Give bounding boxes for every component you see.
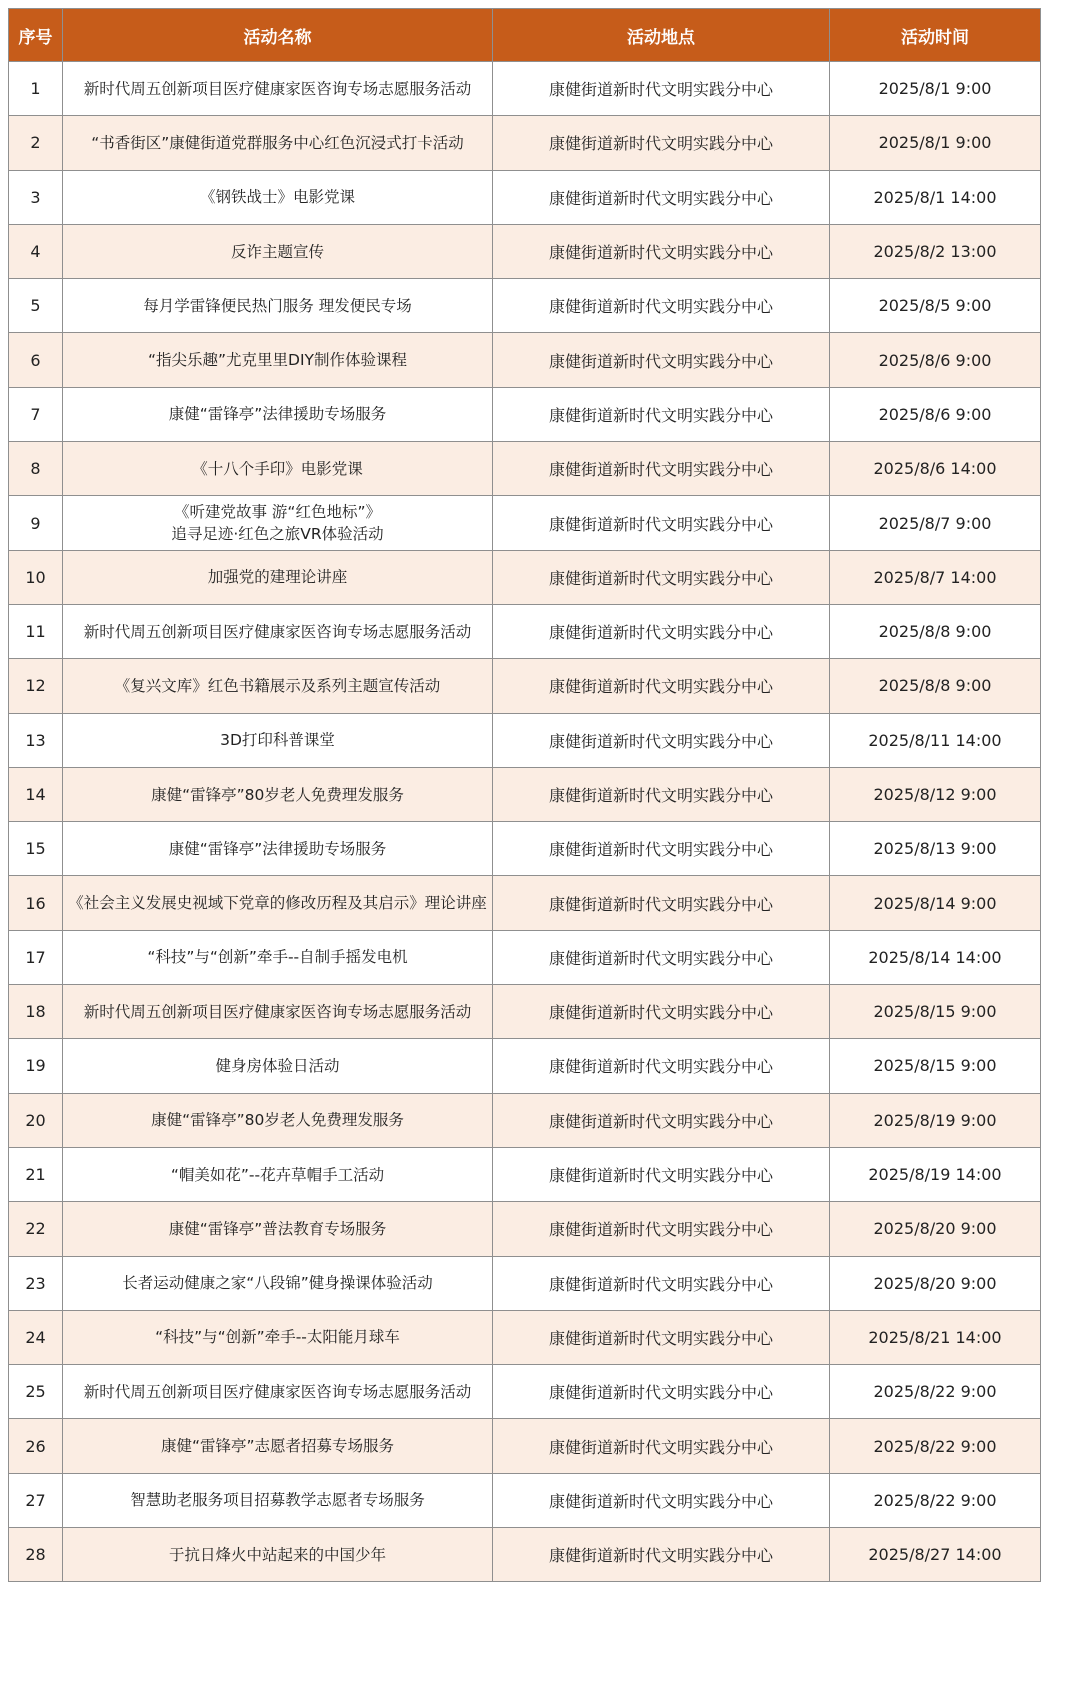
cell-time: 2025/8/22 9:00 [830, 1473, 1041, 1527]
cell-time: 2025/8/8 9:00 [830, 604, 1041, 658]
cell-location: 康健街道新时代文明实践分中心 [493, 659, 830, 713]
table-row [9, 1365, 1041, 1419]
cell-no: 10 [9, 550, 63, 604]
table-row [9, 930, 1041, 984]
cell-location: 康健街道新时代文明实践分中心 [493, 1256, 830, 1310]
cell-no: 23 [9, 1256, 63, 1310]
cell-no: 25 [9, 1365, 63, 1419]
cell-time: 2025/8/7 9:00 [830, 496, 1041, 550]
cell-name: 《复兴文库》红色书籍展示及系列主题宣传活动 [63, 659, 493, 713]
cell-location: 康健街道新时代文明实践分中心 [493, 1419, 830, 1473]
cell-location: 康健街道新时代文明实践分中心 [493, 1310, 830, 1364]
table-row [9, 550, 1041, 604]
cell-no: 5 [9, 279, 63, 333]
cell-name: 《社会主义发展史视域下党章的修改历程及其启示》理论讲座 [63, 876, 493, 930]
cell-time: 2025/8/6 9:00 [830, 387, 1041, 441]
cell-location: 康健街道新时代文明实践分中心 [493, 442, 830, 496]
table-row [9, 496, 1041, 550]
cell-location: 康健街道新时代文明实践分中心 [493, 604, 830, 658]
cell-time: 2025/8/20 9:00 [830, 1202, 1041, 1256]
table-row [9, 659, 1041, 713]
table-row [9, 279, 1041, 333]
cell-no: 26 [9, 1419, 63, 1473]
table-row [9, 1147, 1041, 1201]
table-row [9, 604, 1041, 658]
cell-no: 22 [9, 1202, 63, 1256]
header-location: 活动地点 [493, 9, 830, 62]
cell-name: 于抗日烽火中站起来的中国少年 [63, 1528, 493, 1582]
table-row [9, 876, 1041, 930]
activity-table [8, 8, 1041, 1582]
table-row [9, 985, 1041, 1039]
cell-time: 2025/8/27 14:00 [830, 1528, 1041, 1582]
cell-location: 康健街道新时代文明实践分中心 [493, 1202, 830, 1256]
cell-name: “帽美如花”--花卉草帽手工活动 [63, 1147, 493, 1201]
cell-location: 康健街道新时代文明实践分中心 [493, 876, 830, 930]
cell-time: 2025/8/15 9:00 [830, 985, 1041, 1039]
cell-time: 2025/8/6 9:00 [830, 333, 1041, 387]
cell-time: 2025/8/12 9:00 [830, 767, 1041, 821]
cell-time: 2025/8/14 14:00 [830, 930, 1041, 984]
cell-name: 康健“雷锋亭”80岁老人免费理发服务 [63, 767, 493, 821]
cell-time: 2025/8/22 9:00 [830, 1365, 1041, 1419]
cell-time: 2025/8/21 14:00 [830, 1310, 1041, 1364]
table-row [9, 387, 1041, 441]
cell-time: 2025/8/8 9:00 [830, 659, 1041, 713]
table-row [9, 1039, 1041, 1093]
cell-name: 新时代周五创新项目医疗健康家医咨询专场志愿服务活动 [63, 985, 493, 1039]
table-row [9, 1202, 1041, 1256]
cell-location: 康健街道新时代文明实践分中心 [493, 170, 830, 224]
cell-time: 2025/8/14 9:00 [830, 876, 1041, 930]
cell-time: 2025/8/2 13:00 [830, 224, 1041, 278]
cell-no: 17 [9, 930, 63, 984]
cell-name: “科技”与“创新”牵手--自制手摇发电机 [63, 930, 493, 984]
cell-no: 13 [9, 713, 63, 767]
cell-time: 2025/8/20 9:00 [830, 1256, 1041, 1310]
cell-time: 2025/8/19 9:00 [830, 1093, 1041, 1147]
cell-name: 《听建党故事 游“红色地标”》 追寻足迹·红色之旅VR体验活动 [63, 496, 493, 550]
cell-name: 《十八个手印》电影党课 [63, 442, 493, 496]
cell-name: “科技”与“创新”牵手--太阳能月球车 [63, 1310, 493, 1364]
cell-name: 加强党的建理论讲座 [63, 550, 493, 604]
cell-no: 12 [9, 659, 63, 713]
cell-location: 康健街道新时代文明实践分中心 [493, 1147, 830, 1201]
cell-time: 2025/8/22 9:00 [830, 1419, 1041, 1473]
table-header [9, 9, 1041, 62]
cell-name: 新时代周五创新项目医疗健康家医咨询专场志愿服务活动 [63, 1365, 493, 1419]
cell-no: 2 [9, 116, 63, 170]
cell-time: 2025/8/1 9:00 [830, 116, 1041, 170]
cell-no: 4 [9, 224, 63, 278]
cell-name: 3D打印科普课堂 [63, 713, 493, 767]
activity-schedule [8, 8, 1040, 1582]
header-row [9, 9, 1041, 62]
header-no: 序号 [9, 9, 63, 62]
cell-location: 康健街道新时代文明实践分中心 [493, 930, 830, 984]
table-row [9, 224, 1041, 278]
cell-time: 2025/8/1 14:00 [830, 170, 1041, 224]
cell-time: 2025/8/19 14:00 [830, 1147, 1041, 1201]
cell-name: “书香街区”康健街道党群服务中心红色沉浸式打卡活动 [63, 116, 493, 170]
table-row [9, 1256, 1041, 1310]
cell-time: 2025/8/13 9:00 [830, 822, 1041, 876]
header-name: 活动名称 [63, 9, 493, 62]
cell-no: 8 [9, 442, 63, 496]
table-row [9, 713, 1041, 767]
table-row [9, 116, 1041, 170]
cell-name: 反诈主题宣传 [63, 224, 493, 278]
table-row [9, 1528, 1041, 1582]
cell-location: 康健街道新时代文明实践分中心 [493, 496, 830, 550]
cell-no: 7 [9, 387, 63, 441]
cell-location: 康健街道新时代文明实践分中心 [493, 1528, 830, 1582]
cell-no: 6 [9, 333, 63, 387]
cell-no: 1 [9, 62, 63, 116]
cell-time: 2025/8/1 9:00 [830, 62, 1041, 116]
cell-location: 康健街道新时代文明实践分中心 [493, 767, 830, 821]
cell-no: 24 [9, 1310, 63, 1364]
cell-no: 27 [9, 1473, 63, 1527]
cell-name: 智慧助老服务项目招募教学志愿者专场服务 [63, 1473, 493, 1527]
cell-name: 康健“雷锋亭”志愿者招募专场服务 [63, 1419, 493, 1473]
cell-location: 康健街道新时代文明实践分中心 [493, 1093, 830, 1147]
cell-location: 康健街道新时代文明实践分中心 [493, 1365, 830, 1419]
cell-no: 21 [9, 1147, 63, 1201]
table-row [9, 1093, 1041, 1147]
header-time: 活动时间 [830, 9, 1041, 62]
cell-name: 《钢铁战士》电影党课 [63, 170, 493, 224]
cell-name: 康健“雷锋亭”普法教育专场服务 [63, 1202, 493, 1256]
cell-no: 19 [9, 1039, 63, 1093]
cell-no: 28 [9, 1528, 63, 1582]
table-row [9, 62, 1041, 116]
cell-name: 长者运动健康之家“八段锦”健身操课体验活动 [63, 1256, 493, 1310]
cell-name: 新时代周五创新项目医疗健康家医咨询专场志愿服务活动 [63, 604, 493, 658]
cell-no: 11 [9, 604, 63, 658]
table-row [9, 333, 1041, 387]
cell-name: “指尖乐趣”尤克里里DIY制作体验课程 [63, 333, 493, 387]
cell-location: 康健街道新时代文明实践分中心 [493, 279, 830, 333]
table-body [9, 62, 1041, 1582]
table-row [9, 170, 1041, 224]
cell-location: 康健街道新时代文明实践分中心 [493, 333, 830, 387]
cell-location: 康健街道新时代文明实践分中心 [493, 1473, 830, 1527]
table-row [9, 767, 1041, 821]
table-row [9, 1419, 1041, 1473]
cell-location: 康健街道新时代文明实践分中心 [493, 1039, 830, 1093]
cell-location: 康健街道新时代文明实践分中心 [493, 713, 830, 767]
cell-no: 16 [9, 876, 63, 930]
cell-no: 3 [9, 170, 63, 224]
table-row [9, 442, 1041, 496]
cell-no: 20 [9, 1093, 63, 1147]
cell-location: 康健街道新时代文明实践分中心 [493, 985, 830, 1039]
cell-location: 康健街道新时代文明实践分中心 [493, 387, 830, 441]
cell-name: 康健“雷锋亭”80岁老人免费理发服务 [63, 1093, 493, 1147]
table-row [9, 822, 1041, 876]
table-row [9, 1310, 1041, 1364]
cell-no: 14 [9, 767, 63, 821]
cell-time: 2025/8/5 9:00 [830, 279, 1041, 333]
cell-no: 15 [9, 822, 63, 876]
table-row [9, 1473, 1041, 1527]
cell-name: 健身房体验日活动 [63, 1039, 493, 1093]
cell-location: 康健街道新时代文明实践分中心 [493, 224, 830, 278]
cell-no: 9 [9, 496, 63, 550]
cell-location: 康健街道新时代文明实践分中心 [493, 550, 830, 604]
cell-no: 18 [9, 985, 63, 1039]
cell-time: 2025/8/6 14:00 [830, 442, 1041, 496]
cell-time: 2025/8/11 14:00 [830, 713, 1041, 767]
cell-name: 新时代周五创新项目医疗健康家医咨询专场志愿服务活动 [63, 62, 493, 116]
cell-location: 康健街道新时代文明实践分中心 [493, 62, 830, 116]
cell-location: 康健街道新时代文明实践分中心 [493, 116, 830, 170]
cell-name: 康健“雷锋亭”法律援助专场服务 [63, 387, 493, 441]
cell-name: 每月学雷锋便民热门服务 理发便民专场 [63, 279, 493, 333]
cell-time: 2025/8/15 9:00 [830, 1039, 1041, 1093]
cell-time: 2025/8/7 14:00 [830, 550, 1041, 604]
cell-location: 康健街道新时代文明实践分中心 [493, 822, 830, 876]
cell-name: 康健“雷锋亭”法律援助专场服务 [63, 822, 493, 876]
